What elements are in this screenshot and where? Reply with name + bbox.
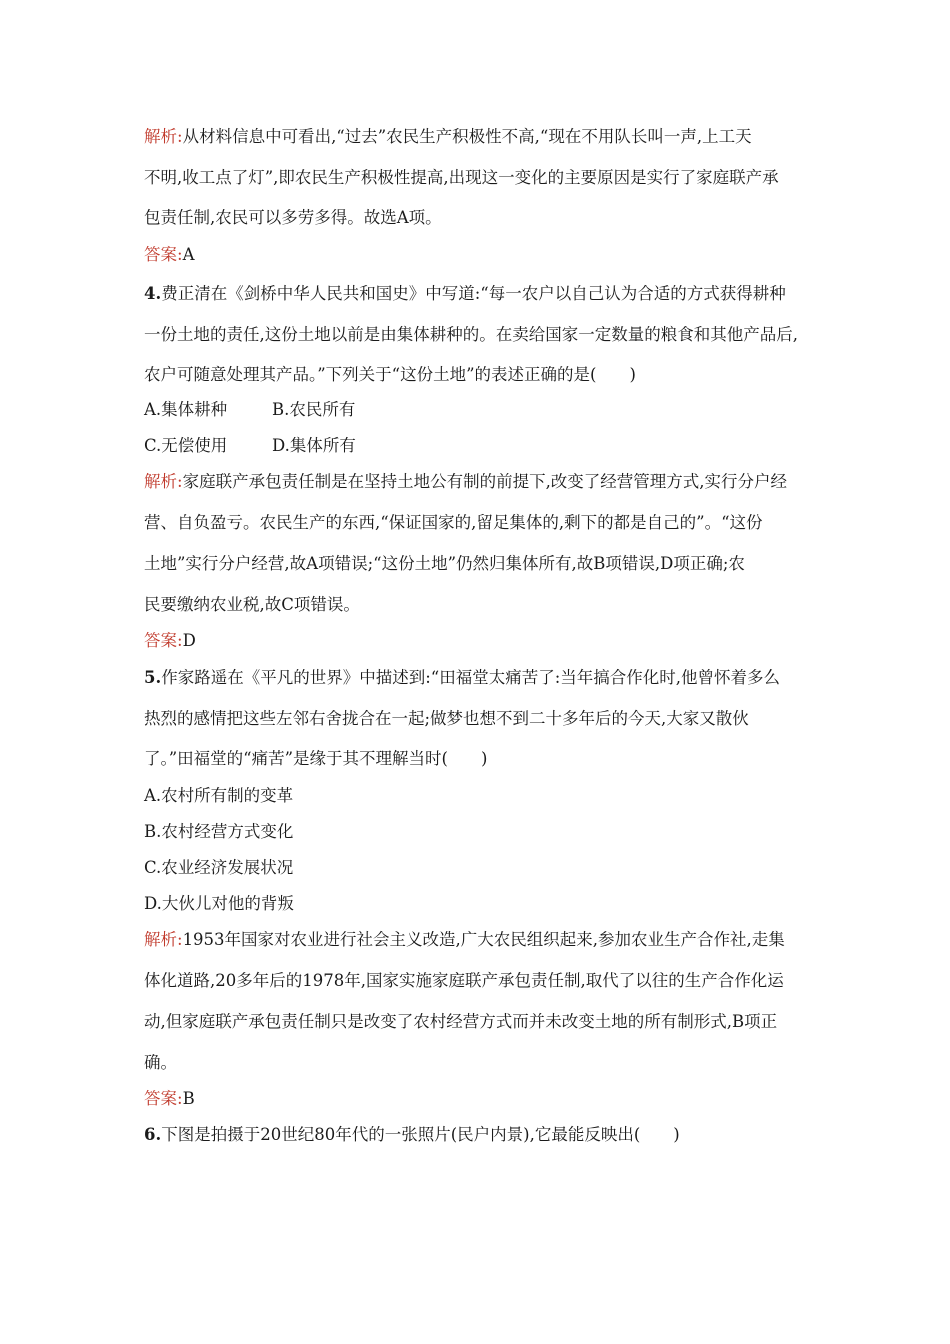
q5-stem-line-2: 热烈的感情把这些左邻右舍拢合在一起;做梦也想不到二十多年后的今天,大家又散伙	[144, 709, 749, 728]
q4-option-d: D.集体所有	[272, 436, 356, 455]
q5-answer	[144, 1088, 195, 1110]
q4-stem-line-2: 一份土地的责任,这份土地以前是由集体耕种的。在卖给国家一定数量的粮食和其他产品后,	[144, 325, 798, 344]
q5-option-b: B.农村经营方式变化	[144, 822, 294, 841]
q6-stem-line-1: 6.下图是拍摄于20世纪80年代的一张照片(民户内景),它最能反映出( )	[144, 1125, 680, 1144]
q4-stem-line-1: 4.费正清在《剑桥中华人民共和国史》中写道:“每一农户以自己认为合适的方式获得耕种	[144, 284, 786, 303]
q5-analysis-line-2: 体化道路,20多年后的1978年,国家实施家庭联产承包责任制,取代了以往的生产合作化运	[144, 971, 784, 990]
q4-answer	[144, 630, 196, 652]
q3-analysis-line-2: 不明,收工点了灯”,即农民生产积极性提高,出现这一变化的主要原因是实行了家庭联产承	[144, 168, 779, 187]
q4-stem-line-3: 农户可随意处理其产品。”下列关于“这份土地”的表述正确的是( )	[144, 365, 636, 384]
q4-option-b: B.农民所有	[272, 400, 356, 419]
q5-analysis-line-4: 确。	[144, 1053, 177, 1072]
q3-analysis-line-1: 解析:从材料信息中可看出,“过去”农民生产积极性不高,“现在不用队长叫一声,上工天	[144, 127, 752, 146]
q5-analysis-line-3: 动,但家庭联产承包责任制只是改变了农村经营方式而并未改变土地的所有制形式,B项正	[144, 1012, 778, 1031]
analysis-label: 解析:	[144, 930, 183, 949]
question-number: 5.	[144, 668, 162, 687]
answer-value: D	[182, 631, 196, 650]
q4-option-a: A.集体耕种	[144, 400, 228, 419]
q3-answer	[144, 244, 194, 266]
q4-option-c: C.无偿使用	[144, 436, 228, 455]
q5-stem-line-3: 了。”田福堂的“痛苦”是缘于其不理解当时( )	[144, 749, 488, 768]
q4-analysis-line-3: 土地”实行分户经营,故A项错误;“这份土地”仍然归集体所有,故B项错误,D项正确;农	[144, 554, 745, 573]
question-number: 4.	[144, 284, 162, 303]
analysis-label: 解析:	[144, 472, 183, 491]
q4-analysis-line-2: 营、自负盈亏。农民生产的东西,“保证国家的,留足集体的,剩下的都是自己的”。“这份	[144, 513, 763, 532]
question-number: 6.	[144, 1125, 162, 1144]
q4-analysis-line-1: 解析:家庭联产承包责任制是在坚持土地公有制的前提下,改变了经营管理方式,实行分户经	[144, 472, 788, 491]
analysis-label: 解析:	[144, 127, 183, 146]
answer-label: 答案:	[144, 1089, 183, 1108]
q5-analysis-line-1: 解析:1953年国家对农业进行社会主义改造,广大农民组织起来,参加农业生产合作社,走集	[144, 930, 785, 949]
q5-option-a: A.农村所有制的变革	[144, 786, 294, 805]
q5-stem-line-1: 5.作家路遥在《平凡的世界》中描述到:“田福堂太痛苦了:当年搞合作化时,他曾怀着多么	[144, 668, 781, 687]
answer-value: B	[182, 1089, 195, 1108]
q3-analysis-line-3: 包责任制,农民可以多劳多得。故选A项。	[144, 208, 442, 227]
q5-option-d: D.大伙儿对他的背叛	[144, 894, 294, 913]
answer-label: 答案:	[144, 245, 183, 264]
q4-analysis-line-4: 民要缴纳农业税,故C项错误。	[144, 595, 360, 614]
answer-label: 答案:	[144, 631, 183, 650]
answer-value: A	[182, 245, 195, 264]
q5-option-c: C.农业经济发展状况	[144, 858, 294, 877]
